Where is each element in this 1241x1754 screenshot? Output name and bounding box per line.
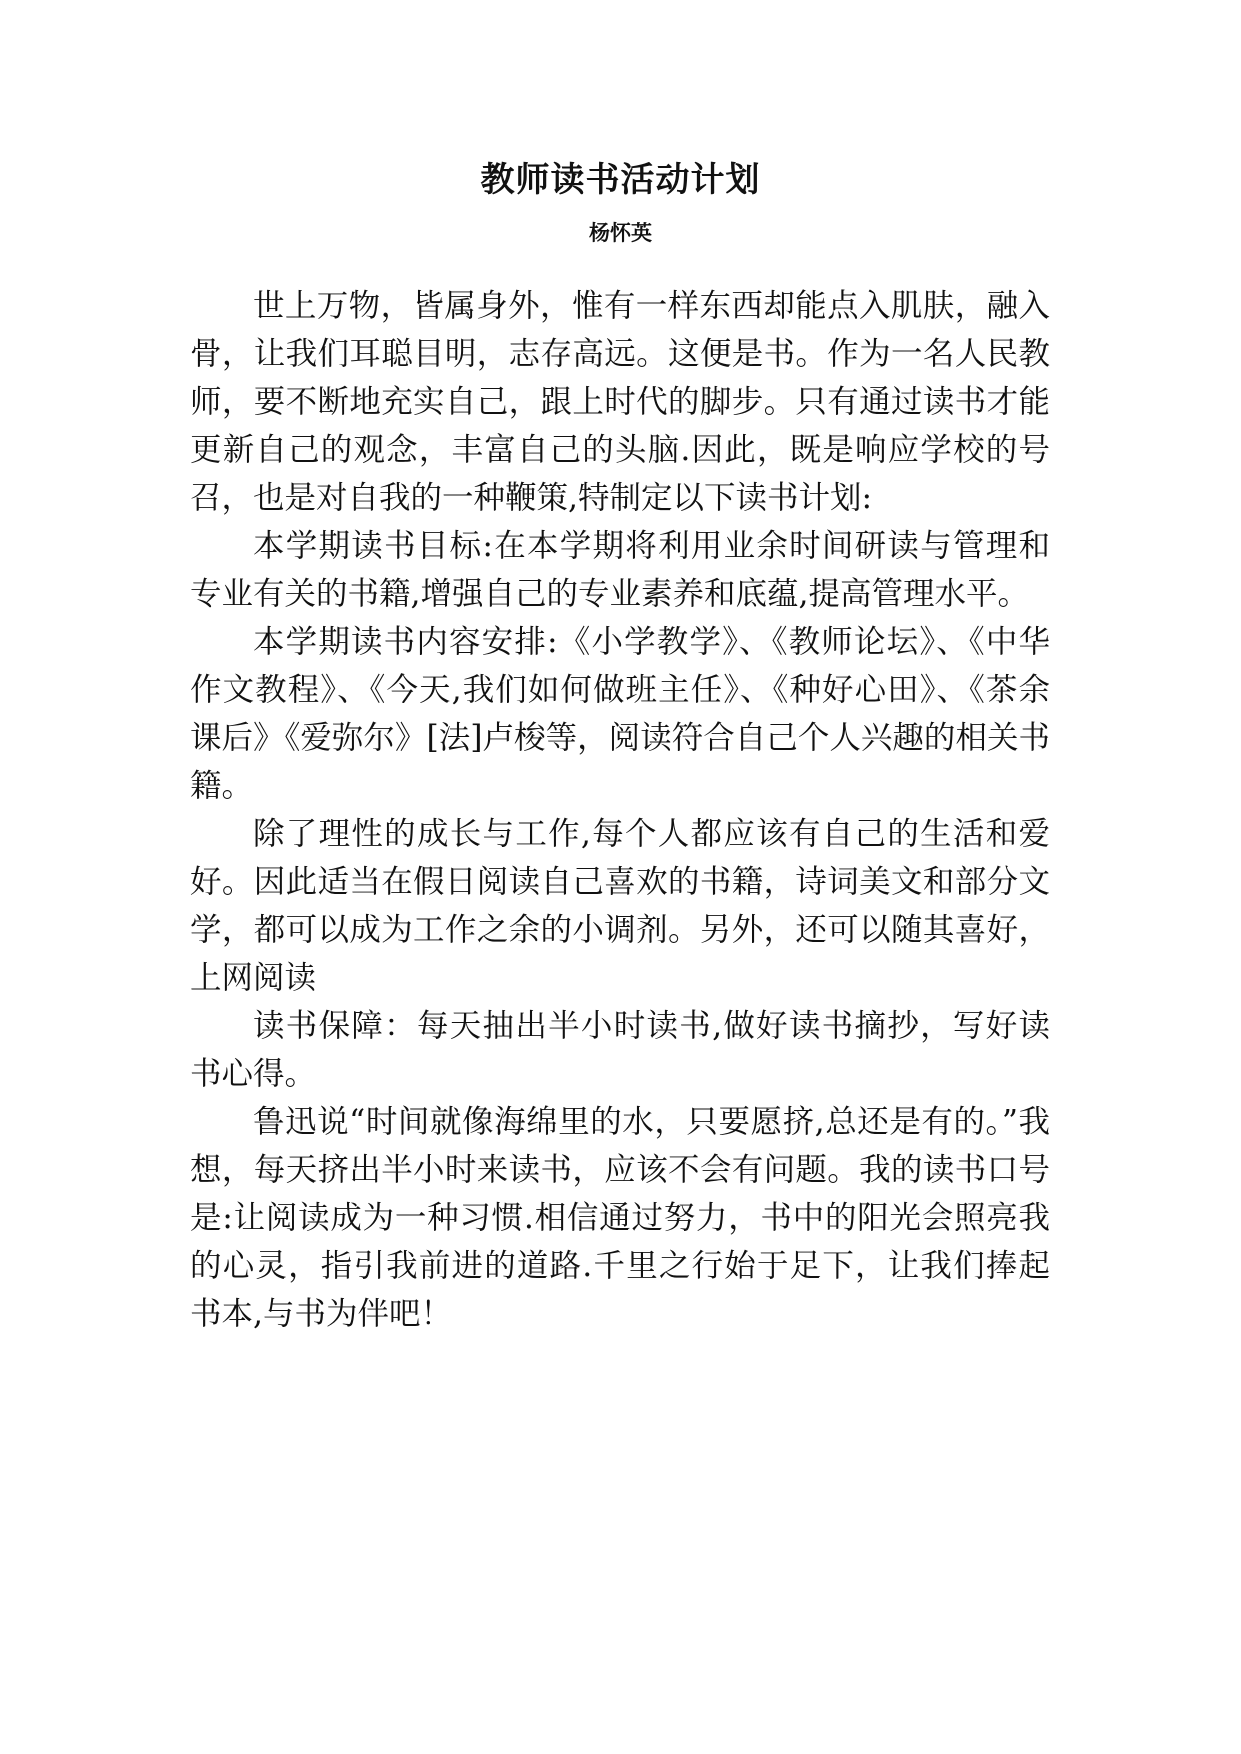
document-author: 杨怀英 [589, 220, 652, 245]
paragraph-reading-goal: 本学期读书目标:在本学期将利用业余时间研读与管理和专业有关的书籍,增强自己的专业素养和底蕴,提高管理水平。 [190, 528, 1050, 612]
document-title: 教师读书活动计划 [480, 160, 761, 200]
paragraph-hobby-reading: 除了理性的成长与工作,每个人都应该有自己的生活和爱好。因此适当在假日阅读自己喜欢的书籍，诗词美文和部分文学，都可以成为工作之余的小调剂。另外，还可以随其喜好，上网阅读 [190, 816, 1050, 996]
document-body [190, 282, 1050, 1338]
paragraph-conclusion: 鲁迅说“时间就像海绵里的水，只要愿挤,总还是有的。”我想，每天挤出半小时来读书，应该不会有问题。我的读书口号是:让阅读成为一种习惯.相信通过努力，书中的阳光会照亮我的心灵，指引我前进的道路.千里之行始于足下，让我们捧起书本,与书为伴吧！ [190, 1104, 1050, 1332]
paragraph-intro: 世上万物，皆属身外，惟有一样东西却能点入肌肤，融入骨，让我们耳聪目明，志存高远。这便是书。作为一名人民教师，要不断地充实自己，跟上时代的脚步。只有通过读书才能更新自己的观念，丰富自己的头脑.因此，既是响应学校的号召，也是对自我的一种鞭策,特制定以下读书计划: [190, 288, 1050, 516]
paragraph-reading-content: 本学期读书内容安排:《小学教学》、《教师论坛》、《中华作文教程》、《今天,我们如何做班主任》、《种好心田》、《茶余课后》《爱弥尔》[法]卢梭等，阅读符合自己个人兴趣的相关书籍。 [190, 624, 1050, 804]
paragraph-reading-guarantee: 读书保障：每天抽出半小时读书,做好读书摘抄，写好读书心得。 [190, 1008, 1050, 1092]
